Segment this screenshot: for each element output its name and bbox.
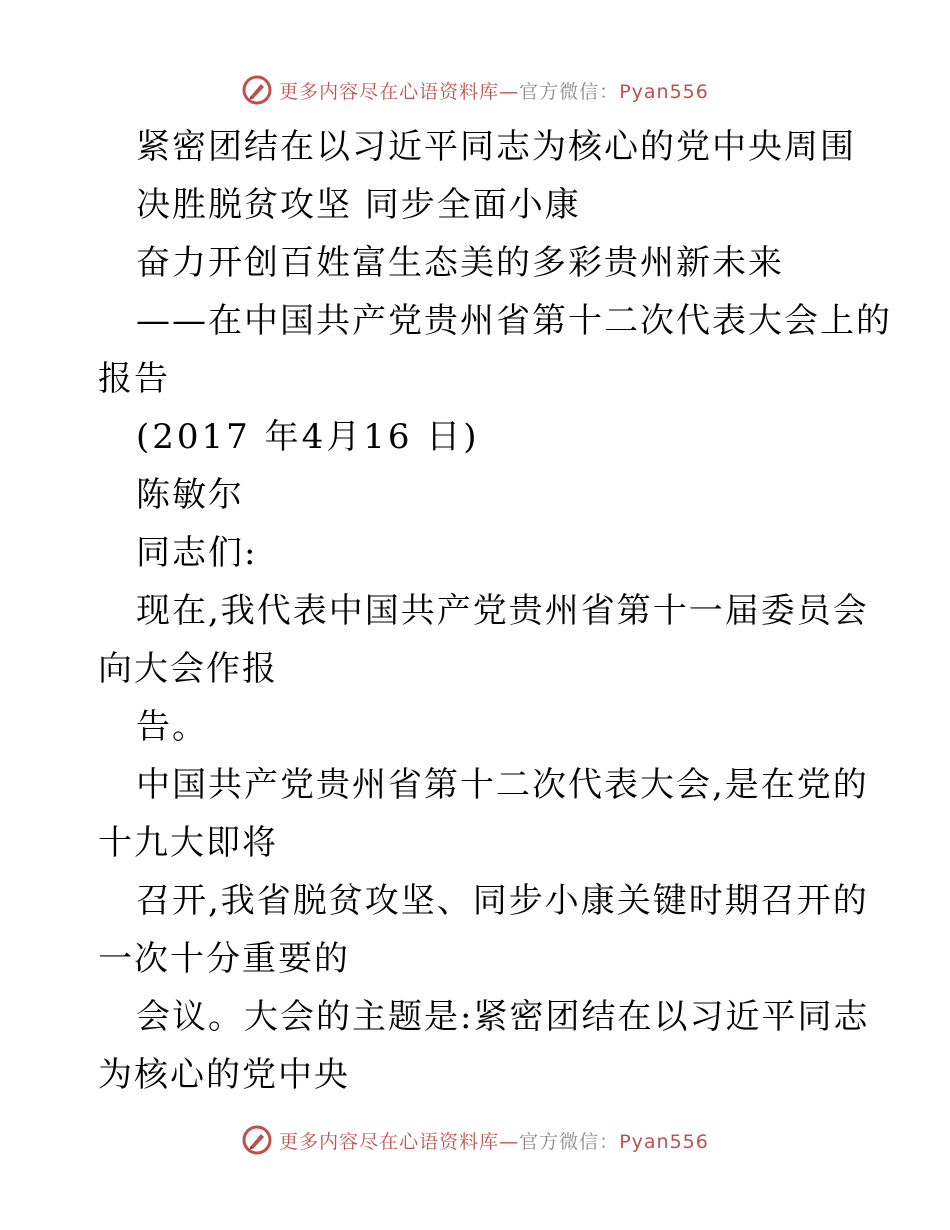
paragraph-line: 向大会作报 bbox=[98, 649, 278, 689]
subtitle-line-2: 报告 bbox=[98, 359, 170, 399]
pen-logo-icon bbox=[241, 1124, 273, 1156]
paragraph-line: 中国共产党贵州省第十二次代表大会,是在党的 bbox=[136, 765, 869, 805]
subtitle-line-1: ——在中国共产党贵州省第十二次代表大会上的 bbox=[136, 301, 892, 341]
pen-logo-icon bbox=[241, 74, 273, 106]
document-body bbox=[98, 118, 892, 1104]
paragraph-line: 现在,我代表中国共产党贵州省第十一届委员会 bbox=[136, 591, 869, 631]
header-watermark bbox=[0, 70, 950, 110]
paragraph-line: 十九大即将 bbox=[98, 823, 278, 863]
title-line-1: 紧密团结在以习近平同志为核心的党中央周围 bbox=[136, 127, 856, 167]
salutation: 同志们: bbox=[136, 533, 258, 573]
author-name: 陈敏尔 bbox=[136, 475, 244, 515]
paragraph-line: 一次十分重要的 bbox=[98, 939, 350, 979]
paragraph-line: 会议。大会的主题是:紧密团结在以习近平同志 bbox=[136, 997, 870, 1037]
report-date: (2017 年4月16 日) bbox=[136, 417, 480, 457]
paragraph-line: 召开,我省脱贫攻坚、同步小康关键时期召开的 bbox=[136, 881, 869, 921]
watermark-text: 更多内容尽在心语资料库—官方微信：Pyan556 bbox=[279, 1130, 709, 1153]
title-line-2: 决胜脱贫攻坚 同步全面小康 bbox=[136, 185, 581, 225]
watermark-text: 更多内容尽在心语资料库—官方微信：Pyan556 bbox=[279, 80, 709, 103]
paragraph-line: 告。 bbox=[136, 707, 208, 747]
footer-watermark bbox=[0, 1120, 950, 1160]
paragraph-line: 为核心的党中央 bbox=[98, 1055, 350, 1095]
title-line-3: 奋力开创百姓富生态美的多彩贵州新未来 bbox=[136, 243, 784, 283]
